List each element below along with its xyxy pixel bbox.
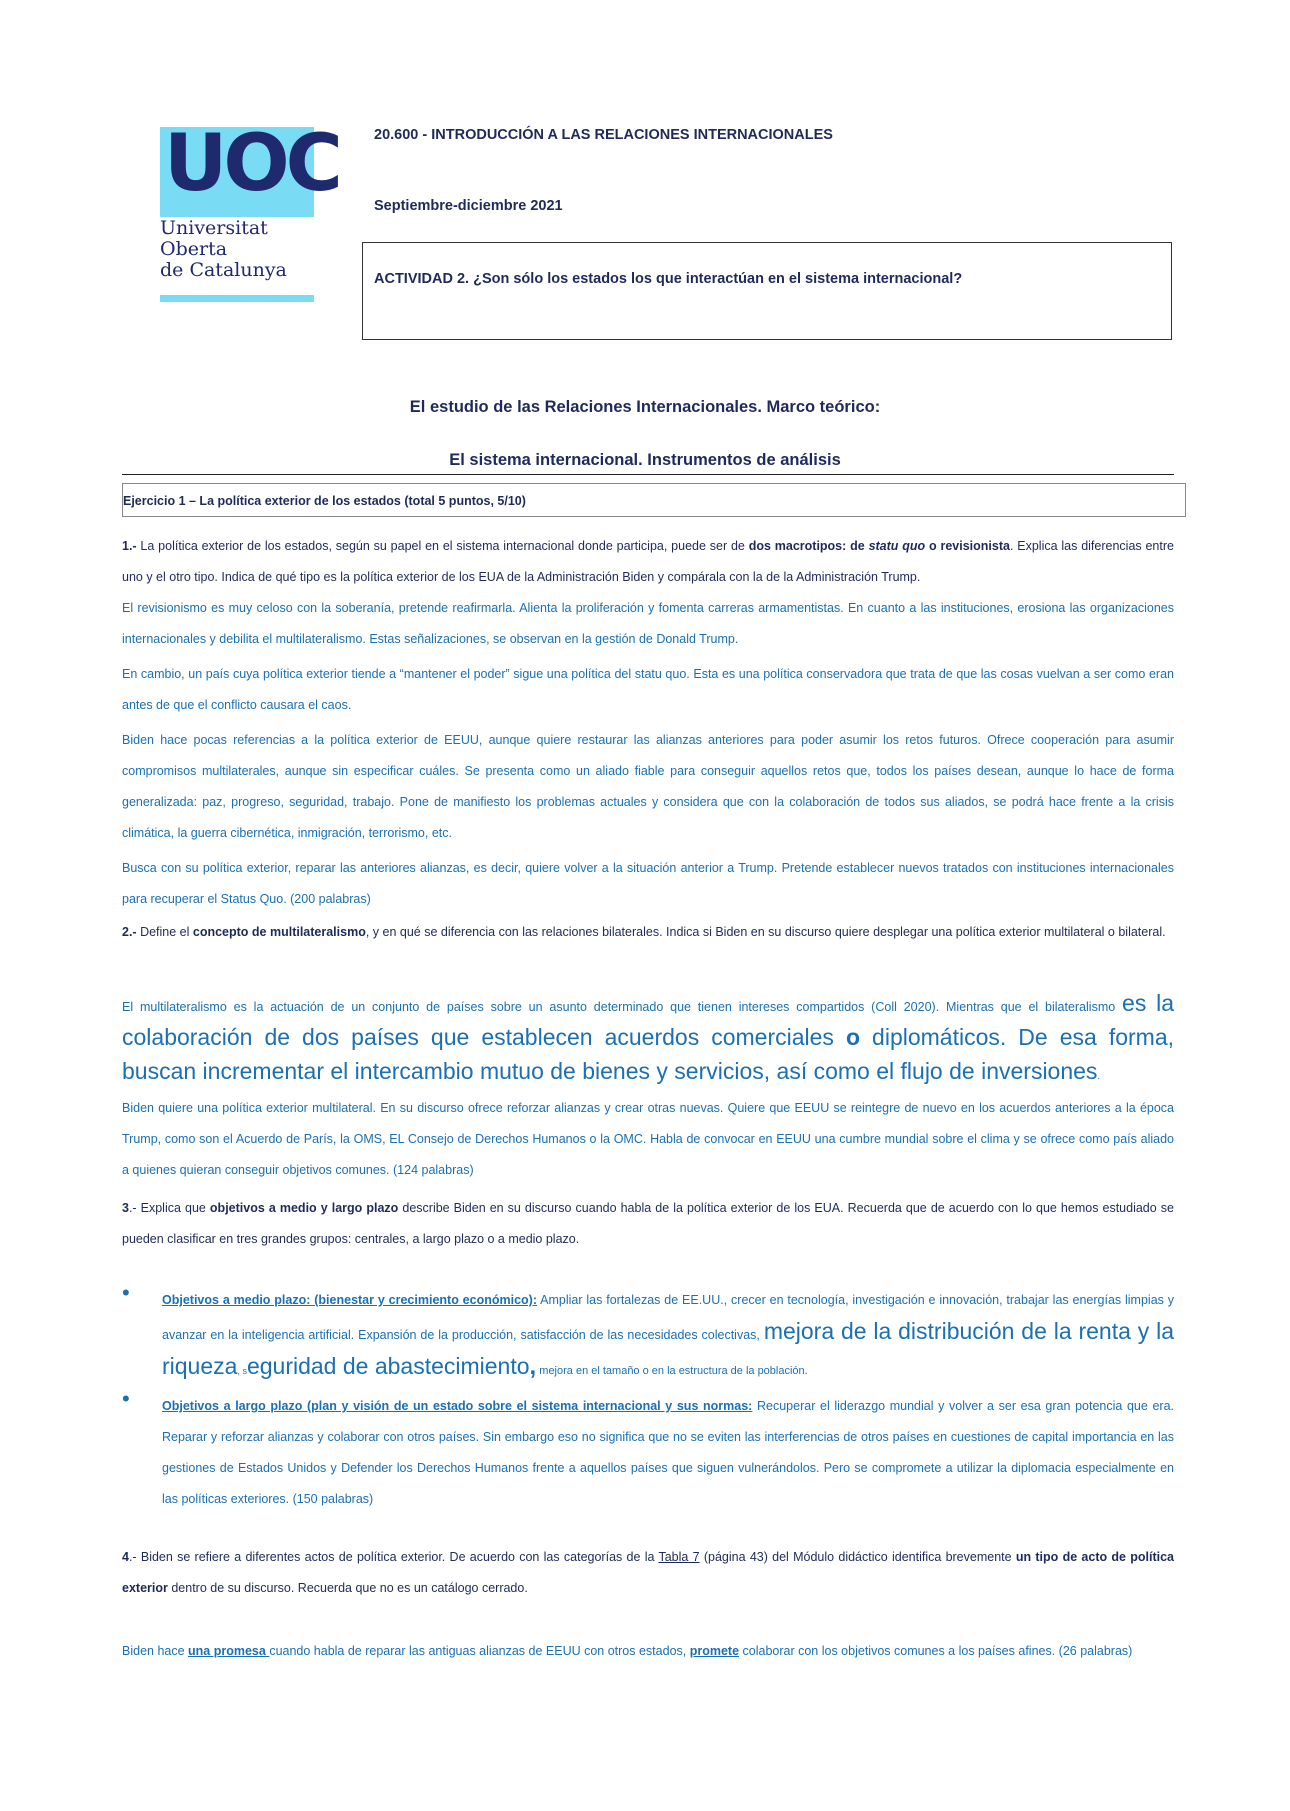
objective-text-large: , (529, 1353, 537, 1380)
answer-text: colaborar con los objetivos comunes a los países afines. (26 palabras) (739, 1644, 1133, 1658)
question-emphasis: statu quo (868, 539, 926, 553)
exercise-label: Ejercicio 1 – La política exterior de los estados (total 5 puntos, 5/10) (123, 494, 526, 508)
answer-1-paragraph: Busca con su política exterior, reparar las anteriores alianzas, es decir, quiere volver a la situación anterior a Trump. Pretende establecer nuevos tratados con instituciones internacionales para recuperar el Status Quo. (200 palabras) (122, 861, 1174, 906)
objective-text-large: eguridad de abastecimiento (246, 1353, 530, 1379)
answer-text: cuando habla de reparar las antiguas alianzas de EEUU con otros estados, (269, 1644, 690, 1658)
answer-emphasis: promete (689, 1644, 740, 1658)
uoc-logo (160, 119, 339, 303)
objectives-list (122, 1280, 1175, 1515)
section-subtitle: El sistema internacional. Instrumentos de análisis (449, 451, 841, 469)
question-number: 1.- (122, 539, 137, 553)
answer-4-paragraph (122, 1636, 1174, 1667)
question-text: .- Biden se refiere a diferentes actos de política exterior. De acuerdo con las categorías de la (128, 1550, 659, 1564)
question-emphasis: dos macrotipos: de (748, 539, 869, 553)
answer-2-paragraph (122, 988, 1174, 1091)
answer-text-large: diplomáticos. De esa forma, buscan incrementar el intercambio mutuo de bienes y servicios, así como el flujo de inversiones (122, 1024, 1175, 1084)
objective-text: Ampliar las fortalezas de EE.UU., crecer en tecnología, investigación e innovación, trabajar las energías limpias y avanzar en la inteligencia artificial. Expansión de la producción, satisfacción de las necesidades colectivas, (162, 1293, 1175, 1342)
activity-title: ACTIVIDAD 2. ¿Son sólo los estados los que interactúan en el sistema internacional? (374, 271, 963, 287)
list-item (122, 1280, 1175, 1387)
objective-title: Objetivos a largo plazo (plan y visión de un estado sobre el sistema internacional y sus normas: (162, 1399, 753, 1413)
question-text: La política exterior de los estados, según su papel en el sistema internacional donde participa, puede ser de (136, 539, 749, 553)
answer-1-paragraph: En cambio, un país cuya política exterior tiende a “mantener el poder” sigue una política del statu quo. Esta es una política conservadora que trata de que las cosas vuelvan a ser como eran antes de que el conflicto causara el caos. (122, 667, 1174, 712)
answer-emphasis: una promesa (188, 1644, 270, 1658)
question-text: dentro de su discurso. Recuerda que no es un catálogo cerrado. (167, 1581, 528, 1595)
answer-text: Biden hace (122, 1644, 189, 1658)
question-emphasis: o revisionista (925, 539, 1010, 553)
answer-2-paragraph: Biden quiere una política exterior multilateral. En su discurso ofrece reforzar alianzas y crear otras nuevas. Quiere que EEUU se reintegre de nuevo en los acuerdos anteriores a la época Trump, como son el Acuerdo de París, la OMS, EL Consejo de Derechos Humanos o la OMC. Habla de convocar en EEUU una cumbre mundial sobre el clima y se ofrece como país aliado a quienes quieran conseguir objetivos comunes. (124 palabras) (122, 1101, 1174, 1177)
question-1 (122, 531, 1174, 593)
answer-text-large: es la colaboración de dos países que establecen acuerdos comerciales (122, 990, 1174, 1050)
question-number: 4 (122, 1550, 129, 1564)
answer-text-large: o (845, 1024, 861, 1050)
bullet-icon: • (122, 1386, 130, 1411)
objective-title: Objetivos a medio plazo: (bienestar y crecimiento económico): (162, 1293, 537, 1307)
question-emphasis: concepto de multilateralismo (192, 925, 366, 939)
logo-bar (160, 295, 314, 302)
question-text: Define el (136, 925, 193, 939)
answer-1-paragraph: Biden hace pocas referencias a la política exterior de EEUU, aunque quiere restaurar las alianzas anteriores para poder asumir los retos futuros. Ofrece cooperación para asumir compromisos multilaterales, aunque sin especificar cuáles. Se presenta como un aliado fiable para conseguir aquellos retos que, todos los países desean, aunque lo hace de forma generalizada: paz, progreso, seguridad, trabajo. Pone de manifiesto los problemas actuales y considera que con la colaboración de todos sus aliados, se podrá hace frente a la crisis climática, la guerra cibernética, inmigración, terrorismo, etc. (122, 733, 1174, 840)
exercise-header-box (122, 483, 1186, 517)
question-number: 2.- (122, 925, 137, 939)
logo-wordmark: UOC (164, 119, 339, 209)
question-text: , y en qué se diferencia con las relaciones bilaterales. Indica si Biden en su discurso quiere desplegar una política exterior multilateral o bilateral. (365, 925, 1166, 939)
question-number: 3 (122, 1201, 129, 1215)
answer-text: . (1097, 1071, 1100, 1081)
objective-text: Recuperar el liderazgo mundial y volver a ser esa gran potencia que era. Reparar y reforzar alianzas y colaborar con otros países. Sin embargo eso no significa que no se eviten las interferencias de otros países en cuestiones de capital importancia en las gestiones de Estados Unidos y Defender los Derechos Humanos frente a aquellos países que siguen vulnerándolos. Pero se compromete a utilizar la diplomacia especialmente en las políticas exteriores. (150 palabras) (162, 1399, 1174, 1506)
objective-text-large: mejora de la distribución de la renta y la riqueza (162, 1318, 1174, 1379)
question-3 (122, 1193, 1174, 1255)
question-emphasis: un tipo de acto de política exterior (122, 1550, 1175, 1595)
question-text: .- Explica que (128, 1201, 210, 1215)
logo-university-name: Universitat Oberta de Catalunya (160, 217, 287, 281)
course-title: 20.600 - INTRODUCCIÓN A LAS RELACIONES INTERNACIONALES (374, 127, 833, 143)
question-text: (página 43) del Módulo didáctico identifica brevemente (699, 1550, 1016, 1564)
list-item (122, 1386, 1174, 1515)
question-emphasis: objetivos a medio y largo plazo (209, 1201, 399, 1215)
section-title: El estudio de las Relaciones Internacionales. Marco teórico: (409, 398, 881, 416)
answer-text: El multilateralismo es la actuación de un conjunto de países sobre un asunto determinado que tienen intereses compartidos (Coll 2020). Mientras que el bilateralismo (122, 1000, 1123, 1014)
course-period: Septiembre-diciembre 2021 (374, 198, 563, 214)
divider (122, 474, 1174, 475)
question-4 (122, 1542, 1174, 1604)
logo-square (160, 119, 339, 217)
objective-text: , s (237, 1366, 247, 1376)
question-text: . Explica las diferencias entre uno y el otro tipo. Indica de qué tipo es la política exterior de los EUA de la Administración Biden y compárala con la de la Administración Trump. (122, 539, 1174, 584)
objective-text: mejora en el tamaño o en la estructura de la población. (536, 1365, 808, 1377)
table-7-link[interactable]: Tabla 7 (658, 1550, 700, 1564)
bullet-icon: • (122, 1280, 130, 1305)
question-2 (122, 917, 1174, 948)
question-text: describe Biden en su discurso cuando habla de la política exterior de los EUA. Recuerda que de acuerdo con lo que hemos estudiado se pueden clasificar en tres grandes grupos: centrales, a largo plazo o a medio plazo. (122, 1201, 1174, 1246)
answer-1-paragraph: El revisionismo es muy celoso con la soberanía, pretende reafirmarla. Alienta la proliferación y fomenta carreras armamentistas. En cuanto a las instituciones, erosiona las organizaciones internacionales y debilita el multilateralismo. Estas señalizaciones, se observan en la gestión de Donald Trump. (122, 601, 1174, 646)
activity-box (362, 242, 1172, 340)
